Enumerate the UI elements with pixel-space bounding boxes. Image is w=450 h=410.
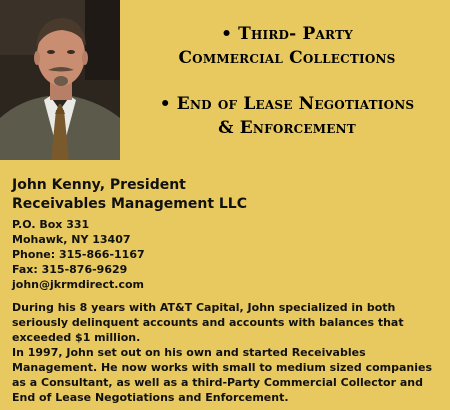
fax-number: Fax: 315-876-9629: [12, 263, 128, 276]
contact-block: [12, 176, 442, 292]
service-line: & Enforcement: [218, 118, 356, 138]
service-line: Third- Party: [238, 24, 353, 44]
company-name: Receivables Management LLC: [12, 196, 248, 212]
bio-paragraph-2: In 1997, John set out on his own and started Receivables Management. He now works with small to medium sized companies as a Consultant, as well as a third-Party Commercial Collector and End of Lease Negotiations and Enforcement.: [12, 346, 433, 404]
portrait-image: [0, 0, 120, 160]
service-item: [132, 92, 442, 140]
bullet-icon: •: [221, 24, 233, 44]
service-line: Commercial Collections: [178, 48, 396, 68]
address-city: Mohawk, NY 13407: [12, 233, 131, 246]
service-item: [132, 22, 442, 70]
address-block: [12, 217, 442, 292]
name-title: John Kenny, President: [12, 177, 186, 193]
bullet-icon: •: [159, 94, 171, 114]
portrait-photo: [0, 0, 120, 160]
services-list: [132, 22, 442, 140]
bio-paragraph-1: During his 8 years with AT&T Capital, John specialized in both seriously delinquent accounts and accounts with balances that exceeded $1 million.: [12, 301, 404, 344]
service-line: End of Lease Negotiations: [176, 94, 415, 114]
email-address[interactable]: john@jkrmdirect.com: [12, 278, 144, 291]
phone-number: Phone: 315-866-1167: [12, 248, 145, 261]
address-po-box: P.O. Box 331: [12, 218, 90, 231]
